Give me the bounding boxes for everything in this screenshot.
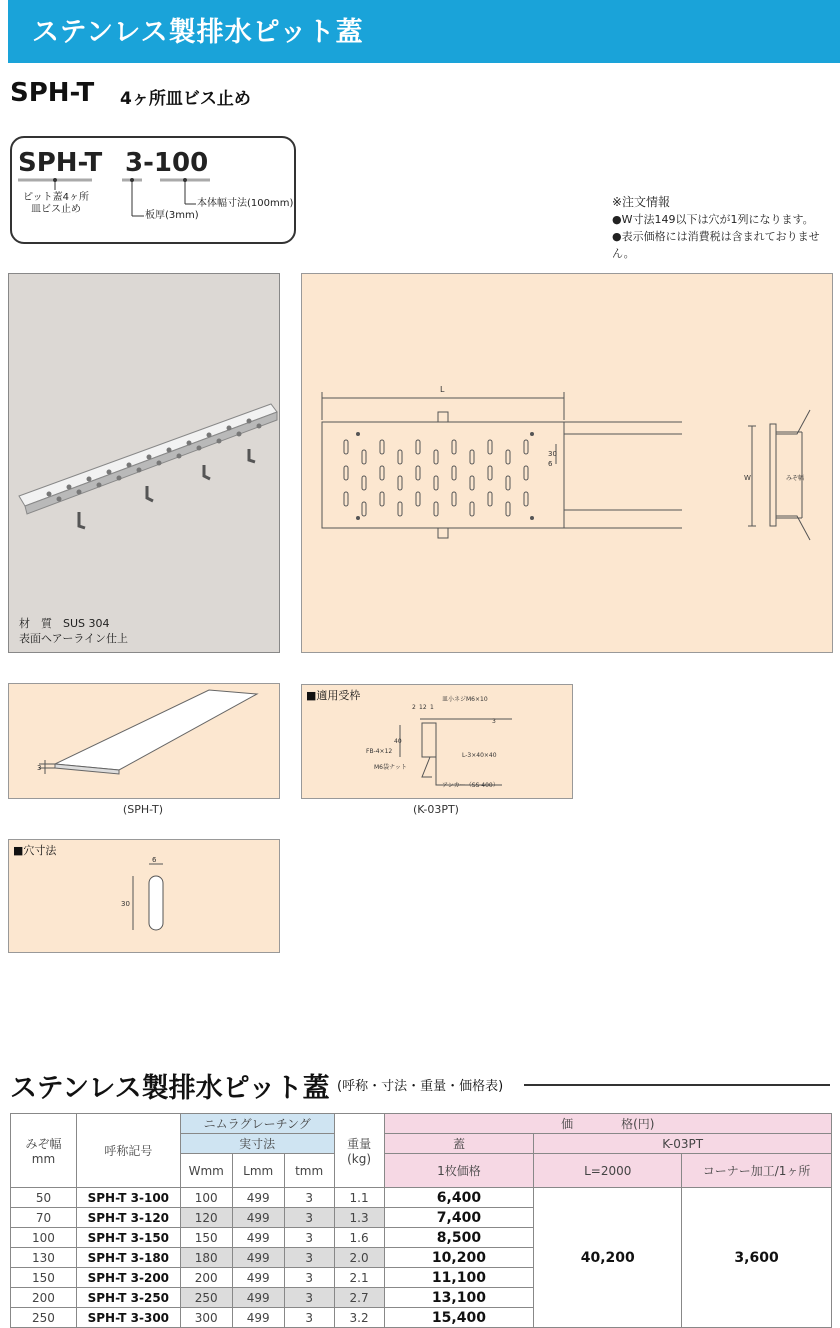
slot-hole [470,450,474,464]
section-caption: (SPH-T) [122,803,164,816]
product-photo-panel [8,273,280,653]
cell-kg: 2.7 [334,1288,384,1308]
section-drawing-panel [8,683,280,799]
code-label-thickness: 板厚(3mm) [145,210,199,221]
slot-hole [434,476,438,490]
svg-text:40: 40 [394,738,402,745]
slot-hole [344,440,348,454]
svg-text:12: 12 [419,704,427,711]
cell-w: 200 [180,1268,232,1288]
cell-kg: 2.1 [334,1268,384,1288]
svg-text:30: 30 [548,450,557,458]
header-mizo: みぞ幅 mm [11,1114,77,1188]
cell-code: SPH-T 3-150 [76,1228,180,1248]
page-header [8,0,840,63]
header-code: 呼称記号 [76,1114,180,1188]
slot-hole [344,466,348,480]
material-text: 材 質 SUS 304 表面ヘアーライン仕上 [19,617,129,645]
slot-hole [416,466,420,480]
table-subtitle: (呼称・寸法・重量・価格表) [337,1079,504,1094]
svg-text:6: 6 [152,856,157,864]
notes-line1: ●W寸法149以下は穴が1列になります。 [612,213,814,226]
cell-code: SPH-T 3-200 [76,1268,180,1288]
slot-hole [398,450,402,464]
header-l: Lmm [232,1154,284,1188]
code-part2: 3-100 [125,148,209,178]
slot-hole [524,492,528,506]
slot-hole [416,440,420,454]
model-subtitle: 4ヶ所皿ビス止め [120,89,251,109]
cell-w: 300 [180,1308,232,1328]
cell-t: 3 [284,1228,334,1248]
slot-hole [398,476,402,490]
cell-price: 7,400 [384,1208,534,1228]
header-price: 価 格(円) [384,1114,831,1134]
hole-title: ■穴寸法 [13,844,57,857]
cell-w: 180 [180,1248,232,1268]
cell-mizo: 200 [11,1288,77,1308]
slot-hole [434,450,438,464]
slot-hole [344,492,348,506]
code-label-lid: ピット蓋4ヶ所 皿ビス止め [23,192,89,215]
cell-mizo: 100 [11,1228,77,1248]
table-title-rule [524,1084,830,1086]
slot-hole [506,502,510,516]
section-drawing [9,684,279,798]
cell-w: 100 [180,1188,232,1208]
slot-hole [362,476,366,490]
slot-hole [398,502,402,516]
cell-mizo: 150 [11,1268,77,1288]
svg-text:M6袋ナット: M6袋ナット [374,764,407,771]
slot-hole [506,450,510,464]
slot-hole [452,440,456,454]
svg-text:皿小ネジM6×10: 皿小ネジM6×10 [442,696,488,703]
cell-l: 499 [232,1308,284,1328]
slot-hole [488,440,492,454]
cell-l: 499 [232,1208,284,1228]
cell-code: SPH-T 3-120 [76,1208,180,1228]
order-notes [612,194,840,262]
cell-t: 3 [284,1248,334,1268]
header-grating: ニムラグレーチング [180,1114,334,1134]
slot-hole [380,440,384,454]
frame-drawing-panel [301,684,573,799]
svg-text:6: 6 [548,460,553,468]
slot-hole [434,502,438,516]
cell-l: 499 [232,1188,284,1208]
svg-text:L-3×40×40: L-3×40×40 [462,752,497,759]
cell-kg: 1.1 [334,1188,384,1208]
page-title: ステンレス製排水ピット蓋 [32,17,364,48]
notes-title: ※注文情報 [612,195,671,209]
cell-code: SPH-T 3-180 [76,1248,180,1268]
cell-mizo: 50 [11,1188,77,1208]
header-size: 実寸法 [180,1134,334,1154]
cell-price: 11,100 [384,1268,534,1288]
slot-hole [506,476,510,490]
cell-price: 13,100 [384,1288,534,1308]
slot-hole [470,476,474,490]
corner-price: 3,600 [682,1188,832,1328]
header-t: tmm [284,1154,334,1188]
svg-text:3: 3 [492,718,496,725]
slot-hole [452,466,456,480]
cell-l: 499 [232,1248,284,1268]
cell-kg: 2.0 [334,1248,384,1268]
svg-text:3: 3 [37,764,42,772]
cell-mizo: 70 [11,1208,77,1228]
svg-text:30: 30 [121,900,130,908]
cell-l: 499 [232,1228,284,1248]
k03-price: 40,200 [534,1188,682,1328]
cell-price: 8,500 [384,1228,534,1248]
cell-t: 3 [284,1268,334,1288]
header-corner: コーナー加工/1ヶ所 [682,1154,832,1188]
cell-price: 15,400 [384,1308,534,1328]
frame-caption: (K-03PT) [413,803,459,816]
cell-code: SPH-T 3-250 [76,1288,180,1308]
product-photo [9,274,279,652]
slot-hole [524,440,528,454]
slot-hole [362,502,366,516]
header-l2000: L=2000 [534,1154,682,1188]
cell-kg: 1.6 [334,1228,384,1248]
cell-kg: 1.3 [334,1208,384,1228]
plan-drawing-panel [301,273,833,653]
svg-text:アンカー（SS 400）: アンカー（SS 400） [442,782,499,789]
svg-text:2: 2 [412,704,416,711]
cell-t: 3 [284,1308,334,1328]
svg-text:W: W [744,474,751,482]
header-weight: 重量 (kg) [334,1114,384,1188]
cell-kg: 3.2 [334,1308,384,1328]
cell-t: 3 [284,1208,334,1228]
notes-line2: ●表示価格には消費税は含まれておりません。 [612,230,820,260]
code-part1: SPH-T [18,148,103,178]
header-unit: 1枚価格 [384,1154,534,1188]
header-lid: 蓋 [384,1134,534,1154]
cell-w: 150 [180,1228,232,1248]
cell-code: SPH-T 3-100 [76,1188,180,1208]
table-title: ステンレス製排水ピット蓋 [10,1073,330,1104]
cell-code: SPH-T 3-300 [76,1308,180,1328]
slot-hole [488,492,492,506]
slot-hole [416,492,420,506]
slot-hole [488,466,492,480]
cell-price: 6,400 [384,1188,534,1208]
slot-hole [380,466,384,480]
frame-title: ■適用受枠 [306,689,361,702]
cell-t: 3 [284,1288,334,1308]
code-label-width: 本体幅寸法(100mm) [197,198,294,209]
cell-l: 499 [232,1288,284,1308]
cell-mizo: 130 [11,1248,77,1268]
hole-size-panel [8,839,280,953]
cell-w: 250 [180,1288,232,1308]
plan-drawing [302,274,832,652]
model-name: SPH-T [10,78,95,108]
cell-price: 10,200 [384,1248,534,1268]
header-w: Wmm [180,1154,232,1188]
svg-text:1: 1 [430,704,434,711]
header-k03: K-03PT [534,1134,832,1154]
cell-mizo: 250 [11,1308,77,1328]
cell-t: 3 [284,1188,334,1208]
cell-l: 499 [232,1268,284,1288]
price-table [10,1113,832,1328]
slot-hole [524,466,528,480]
cell-w: 120 [180,1208,232,1228]
slot-hole [470,502,474,516]
svg-text:L: L [440,385,445,394]
svg-text:FB-4×12: FB-4×12 [366,748,393,755]
slot-hole [452,492,456,506]
slot-hole [380,492,384,506]
slot-hole [362,450,366,464]
table-row [11,1188,832,1208]
svg-text:みぞ幅: みぞ幅 [786,475,805,482]
